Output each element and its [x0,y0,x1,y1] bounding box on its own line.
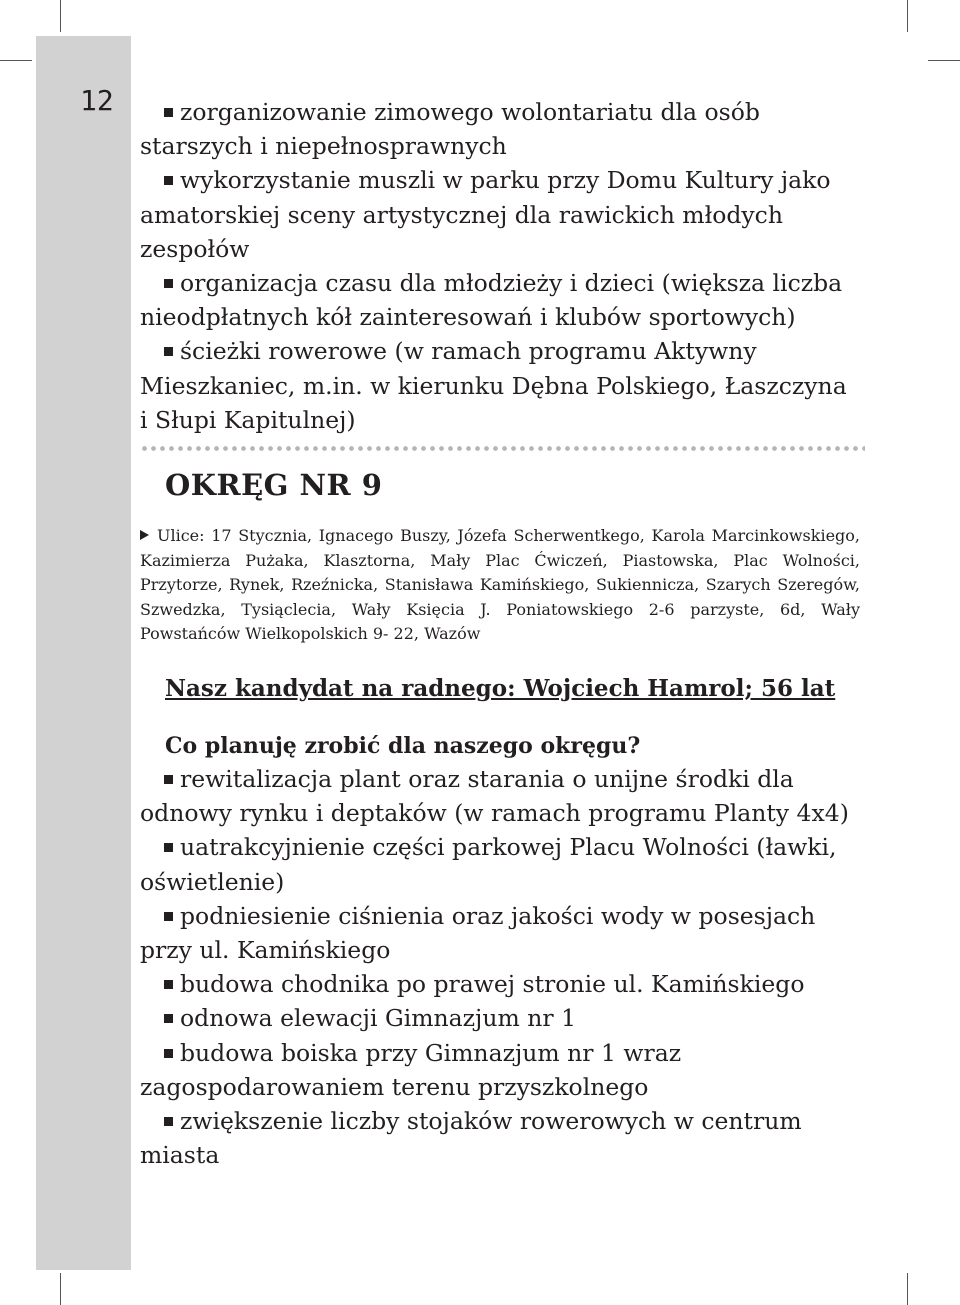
plan-heading: Co planuję zrobić dla naszego okręgu? [165,733,641,759]
bullet-square-icon [164,980,173,989]
list-item: organizacja czasu dla młodzieży i dzieci (większa liczba nieodpłatnych kół zainteresowań i klubów sportowych) [140,269,843,332]
street-list-text: Ulice: 17 Stycznia, Ignacego Buszy, Józefa Scherwentkego, Karola Marcinkowskiego, Kazimierza Pużaka, Klasztorna, Mały Plac Ćwiczeń, Piastowska, Plac Wolności, Przytorze, Rynek, Rzeźnicka, Stanisława Kamińskiego, Sukiennicza, Szarych Szeregów, Szwedzka, Tysiąclecia, Wały Księcia J. Poniatowskiego 2-6 parzyste, 6d, Wały Powstańców Wielkopolskich 9- 22, Wazów [140,526,860,643]
list-item: uatrakcyjnienie części parkowej Placu Wolności (ławki, oświetlenie) [140,833,837,896]
candidate-heading: Nasz kandydat na radnego: Wojciech Hamrol; 56 lat [165,675,836,702]
bullet-square-icon [164,347,173,356]
plan-list [140,762,860,1172]
crop-mark-left-top [0,60,32,61]
arrow-right-icon [140,530,149,540]
crop-mark-top-left [60,0,61,32]
page-number: 12 [80,84,114,117]
list-item: rewitalizacja plant oraz starania o unijne środki dla odnowy rynku i deptaków (w ramach programu Planty 4x4) [140,765,849,828]
bullet-square-icon [164,176,173,185]
bullet-square-icon [164,775,173,784]
list-item: budowa boiska przy Gimnazjum nr 1 wraz zagospodarowaniem terenu przyszkolnego [140,1038,682,1101]
bullet-square-icon [164,843,173,852]
bullet-square-icon [164,1049,173,1058]
page-sidebar-band [36,36,131,1270]
list-item: zwiększenie liczby stojaków rowerowych w centrum miasta [140,1107,802,1170]
crop-mark-right-top [928,60,960,61]
bullet-square-icon [164,912,173,921]
list-item: podniesienie ciśnienia oraz jakości wody w posesjach przy ul. Kamińskiego [140,901,816,965]
list-item: ścieżki rowerowe (w ramach programu Aktywny Mieszkaniec, m.in. w kierunku Dębna Polskiego, Łaszczyna i Słupi Kapitulnej) [140,337,847,434]
list-item: budowa chodnika po prawej stronie ul. Kamińskiego [140,967,860,1001]
crop-mark-bottom-right [907,1273,908,1305]
bullet-square-icon [164,108,173,117]
bullet-square-icon [164,279,173,288]
crop-mark-bottom-left [60,1273,61,1305]
list-item: wykorzystanie muszli w parku przy Domu Kultury jako amatorskiej sceny artystycznej dla rawickich młodych zespołów [140,166,831,263]
list-item: odnowa elewacji Gimnazjum nr 1 [140,1001,860,1035]
dotted-divider [140,444,865,453]
street-list [140,524,860,647]
initiatives-list-top [140,95,860,437]
bullet-square-icon [164,1117,173,1126]
crop-mark-top-right [907,0,908,32]
district-title: OKRĘG NR 9 [165,468,383,502]
bullet-square-icon [164,1014,173,1023]
list-item: zorganizowanie zimowego wolontariatu dla osób starszych i niepełnosprawnych [140,98,760,161]
